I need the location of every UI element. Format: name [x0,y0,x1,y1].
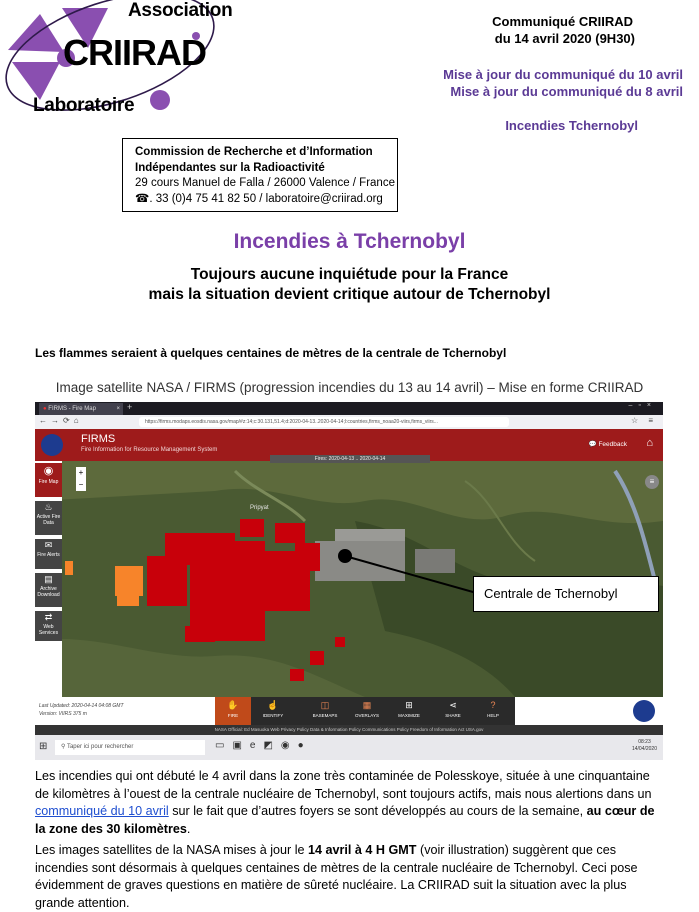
logo-criirad-text: CRIIRAD [63,32,206,73]
clock-date: 14/04/2020 [631,746,657,752]
url-bar[interactable]: https://firms.modaps.eosdis.nasa.gov/map/#z:14;c:30.131,51.4;d:2020-04-13..2020-04-14;l:countries,firms_noaa20-viirs,firms_viirs... [139,417,509,427]
toolbar-label: SHARE [445,713,461,718]
nav-buttons-icon[interactable]: ←→⟳⌂ [39,416,83,425]
mail-icon: ✉ [44,540,53,550]
windows-taskbar [35,735,663,760]
sidebar-item-web-services[interactable] [35,611,62,641]
image-caption: Image satellite NASA / FIRMS (progression incendies du 13 au 14 avril) – Mise en forme CRIIRAD [55,380,644,395]
page-title: Incendies à Tchernobyl [233,230,466,253]
firms-sidebar [35,461,62,697]
map-city-label: Pripyat [250,505,269,511]
nasa-meatball-icon [633,700,655,722]
section-heading: Les flammes seraient à quelques centaines de mètres de la centrale de Tchernobyl [35,346,507,360]
communique-label: Communiqué CRIIRAD [492,14,633,29]
para1-text-a: Les incendies qui ont débuté le 4 avril dans la zone très contaminée de Polesskoye, située à une cinquantaine de kilomètres à l’ouest de la centrale nucléaire de Tchernobyl, sont toujours actifs, mais nous alertions dans un [35,769,652,801]
sidebar-item-fire-map[interactable] [35,463,62,497]
sidebar-item-active-fire-data[interactable] [35,501,62,535]
zoom-out-icon[interactable]: − [78,480,84,489]
taskbar-search-input[interactable] [55,740,205,755]
nasa-logo-icon [41,434,63,456]
para2-text-a: Les images satellites de la NASA mises à jour le [35,843,308,857]
close-tab-icon[interactable]: × [116,406,120,412]
pointer-icon: ☝ [267,700,279,710]
org-name-line1: Commission de Recherche et d’Information [135,146,373,158]
toolbar-identify-button[interactable] [255,697,291,725]
org-name-line2: Indépendantes sur la Radioactivité [135,161,325,174]
overlay-icon: ▦ [362,700,372,710]
sidebar-item-label: Web Services [38,624,59,636]
share-icon: ⋖ [449,700,457,710]
zoom-in-icon[interactable]: + [78,468,84,477]
update-notice-2: Mise à jour du communiqué du 8 avril [450,84,683,99]
plant-callout: Centrale de Tchernobyl [473,576,659,612]
browser-tab-bar [35,402,663,415]
globe-icon: ◉ [43,465,54,477]
taskbar-apps-icon[interactable]: ▭▣e◩◉● [215,740,312,751]
chat-icon: 💬 [588,441,597,448]
layers-icon: ◫ [320,700,330,710]
paragraph-1 [35,768,665,838]
map-area[interactable] [35,456,663,697]
topic-label: Incendies Tchernobyl [505,118,638,133]
browser-toolbar [35,415,663,429]
org-contact [135,192,397,208]
toolbar-label: OVERLAYS [355,713,379,718]
sidebar-item-fire-alerts[interactable] [35,539,62,569]
toolbar-label: FIRE [227,713,239,718]
satellite-screenshot [35,402,663,760]
toolbar-label: BASEMAPS [312,713,338,718]
update-notice-1: Mise à jour du communiqué du 10 avril [443,67,683,82]
browser-menu-icon[interactable]: ☆ ≡ [630,416,657,425]
map-menu-icon[interactable]: ≡ [645,475,659,489]
subtitle [0,265,699,305]
toolbar-label: MAXIMIZE [398,713,420,718]
hand-icon: ✋ [227,700,239,710]
flame-icon: ♨ [44,502,53,512]
sidebar-item-archive-download[interactable] [35,573,62,607]
toolbar-share-button[interactable] [435,697,471,725]
last-updated: Last Updated: 2020-04-14 04:08 GMT [39,703,124,709]
para2-bold: 14 avril à 4 H GMT [308,843,417,857]
zoom-controls[interactable] [76,467,86,491]
logo-association-text: Association [128,0,233,21]
tab-title: FIRMS - Fire Map [48,406,96,412]
tab-favicon-icon: ● [43,406,47,412]
sidebar-item-label: Active Fire Data [36,514,61,526]
toolbar-label: HELP [487,713,499,718]
toolbar-basemaps-button[interactable] [307,697,343,725]
logo-laboratoire-text: Laboratoire [33,95,135,116]
feedback-label: Feedback [598,441,627,448]
para1-text-c: . [186,821,191,836]
arrows-icon: ⇄ [44,612,53,622]
firms-bottom-bar [35,697,663,725]
feedback-button[interactable] [589,440,627,448]
firms-footer-links[interactable]: NASA Official: Ed Masuoka Web Privacy Policy Data & Information Policy Communications Policy Freedom of Information Act USA.gov [35,725,663,735]
subtitle-line1: Toujours aucune inquiétude pour la France [190,266,509,283]
map-toolbar [215,697,515,725]
organization-box [122,138,398,212]
sidebar-item-label: Fire Alerts [37,552,60,558]
sidebar-item-label: Archive Download [37,586,60,598]
home-icon[interactable]: ⌂ [646,437,653,449]
firms-title: FIRMS [81,433,116,445]
org-address: 29 cours Manuel de Falla / 26000 Valence / France [135,177,395,189]
para1-text-b: sur le fait que d’autres foyers se sont développés au cours de la semaine, [168,804,587,818]
clock-time: 08:23 [638,739,651,745]
toolbar-label: IDENTIFY [262,713,284,718]
window-controls-icon[interactable]: –▫× [628,402,657,409]
search-icon: ⚲ [61,744,66,750]
para2-text-b: (voir illustration) suggèrent que ces incendies sont désormais à quelques centaines de mètres de la centrale nucléaire de Tchernobyl. Ceci pose évidemment de graves questions en matière de sûreté nucléaire. La CRIIRAD suit la situation avec la plus grande attention. [35,843,638,910]
firms-subtitle: Fire Information for Resource Management System [81,447,218,453]
toolbar-fire-button[interactable] [215,697,251,725]
date-range-bar[interactable]: Fires: 2020-04-13 .. 2020-04-14 [270,455,430,463]
toolbar-maximize-button[interactable] [391,697,427,725]
para1-bold: au cœur de la zone des 30 kilomètres [35,804,655,836]
phone-icon: ☎ [135,192,150,205]
communique-date: du 14 avril 2020 (9H30) [494,31,635,46]
communique-link[interactable]: communiqué du 10 avril [35,804,169,818]
windows-start-icon[interactable]: ⊞ [39,741,48,752]
browser-tab[interactable] [39,403,123,415]
new-tab-icon[interactable]: + [127,402,133,412]
taskbar-search-placeholder: Taper ici pour rechercher [66,744,134,750]
taskbar-clock[interactable] [632,739,657,753]
org-contact-text: . 33 (0)4 75 41 82 50 / laboratoire@criirad.org [149,192,383,205]
sidebar-item-label: Fire Map [38,479,59,485]
maximize-icon: ⊞ [405,700,413,710]
version-label: Version: VIIRS 375 m [39,711,87,717]
subtitle-line2: mais la situation devient critique autour de Tchernobyl [148,286,551,303]
help-icon: ? [490,700,496,710]
archive-icon: ▤ [44,574,53,584]
toolbar-overlays-button[interactable] [349,697,385,725]
toolbar-help-button[interactable] [475,697,511,725]
